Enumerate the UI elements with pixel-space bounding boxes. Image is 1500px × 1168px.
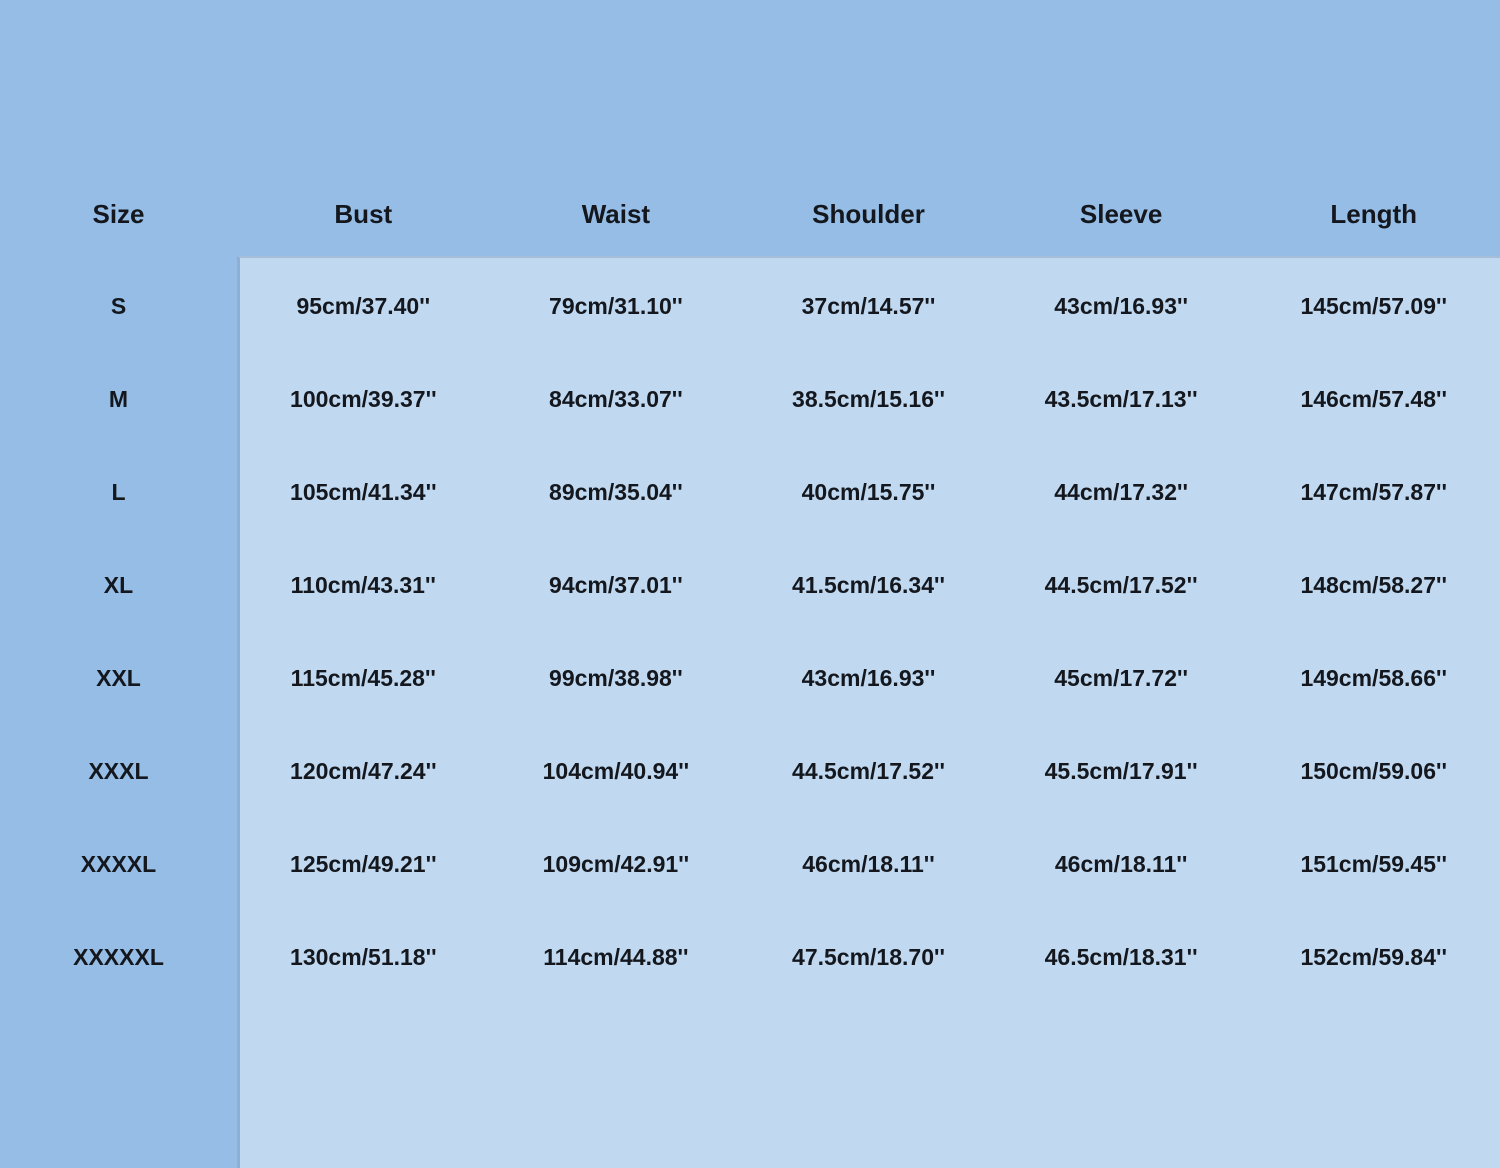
measurement-cell: 148cm/58.27''	[1300, 572, 1447, 598]
measurement-cell: 47.5cm/18.70''	[792, 944, 945, 970]
measurement-cell: 150cm/59.06''	[1300, 758, 1447, 784]
size-label: XXL	[96, 665, 141, 691]
measurement-cell: 38.5cm/15.16''	[792, 386, 945, 412]
measurement-cell: 46cm/18.11''	[802, 851, 935, 877]
size-label: XXXXXL	[73, 944, 164, 970]
measurement-cell: 149cm/58.66''	[1300, 665, 1447, 691]
measurement-cell: 45.5cm/17.91''	[1044, 758, 1198, 784]
measurement-cell: 46.5cm/18.31''	[1044, 944, 1198, 970]
size-label: XXXL	[88, 758, 149, 784]
size-label: XL	[103, 572, 134, 598]
size-label: S	[110, 293, 127, 319]
measurement-cell: 44.5cm/17.52''	[1044, 572, 1198, 598]
measurement-cell: 147cm/57.87''	[1300, 479, 1447, 505]
measurement-cell: 104cm/40.94''	[542, 758, 690, 784]
measurement-cell: 145cm/57.09''	[1300, 293, 1447, 319]
measurement-cell: 41.5cm/16.34''	[792, 572, 945, 598]
measurement-cell: 109cm/42.91''	[542, 851, 690, 877]
measurement-cell: 89cm/35.04''	[549, 479, 683, 505]
size-label: L	[111, 479, 126, 505]
measurement-cell: 151cm/59.45''	[1300, 851, 1447, 877]
measurement-cell: 44.5cm/17.52''	[792, 758, 945, 784]
measurement-cell: 94cm/37.01''	[549, 572, 683, 598]
measurement-cell: 100cm/39.37''	[290, 386, 437, 412]
measurement-cell: 44cm/17.32''	[1054, 479, 1188, 505]
measurement-cell: 114cm/44.88''	[543, 944, 689, 970]
measurement-cell: 130cm/51.18''	[290, 944, 437, 970]
measurement-cell: 79cm/31.10''	[549, 293, 683, 319]
measurement-cell: 115cm/45.28''	[290, 665, 436, 691]
column-header-size: Size	[92, 199, 145, 229]
column-header-shoulder: Shoulder	[812, 199, 925, 229]
measurement-cell: 84cm/33.07''	[549, 386, 683, 412]
measurement-cell: 43cm/16.93''	[1054, 293, 1188, 319]
measurement-cell: 152cm/59.84''	[1300, 944, 1447, 970]
size-label: XXXXL	[80, 851, 157, 877]
column-header-waist: Waist	[581, 199, 651, 229]
column-header-sleeve: Sleeve	[1079, 199, 1163, 229]
measurement-cell: 43cm/16.93''	[801, 665, 936, 691]
column-header-length: Length	[1330, 199, 1418, 229]
measurement-cell: 37cm/14.57''	[801, 293, 936, 319]
measurement-cell: 43.5cm/17.13''	[1044, 386, 1198, 412]
measurement-cell: 45cm/17.72''	[1054, 665, 1188, 691]
measurement-cell: 40cm/15.75''	[801, 479, 936, 505]
measurement-cell: 146cm/57.48''	[1300, 386, 1447, 412]
column-header-bust: Bust	[334, 199, 393, 229]
measurement-cell: 125cm/49.21''	[290, 851, 437, 877]
measurement-cell: 120cm/47.24''	[290, 758, 437, 784]
measurement-cell: 99cm/38.98''	[549, 665, 683, 691]
size-label: M	[108, 386, 129, 412]
measurement-cell: 105cm/41.34''	[290, 479, 437, 505]
measurement-cell: 110cm/43.31''	[290, 572, 436, 598]
measurement-cell: 95cm/37.40''	[296, 293, 431, 319]
measurement-cell: 46cm/18.11''	[1054, 851, 1188, 877]
